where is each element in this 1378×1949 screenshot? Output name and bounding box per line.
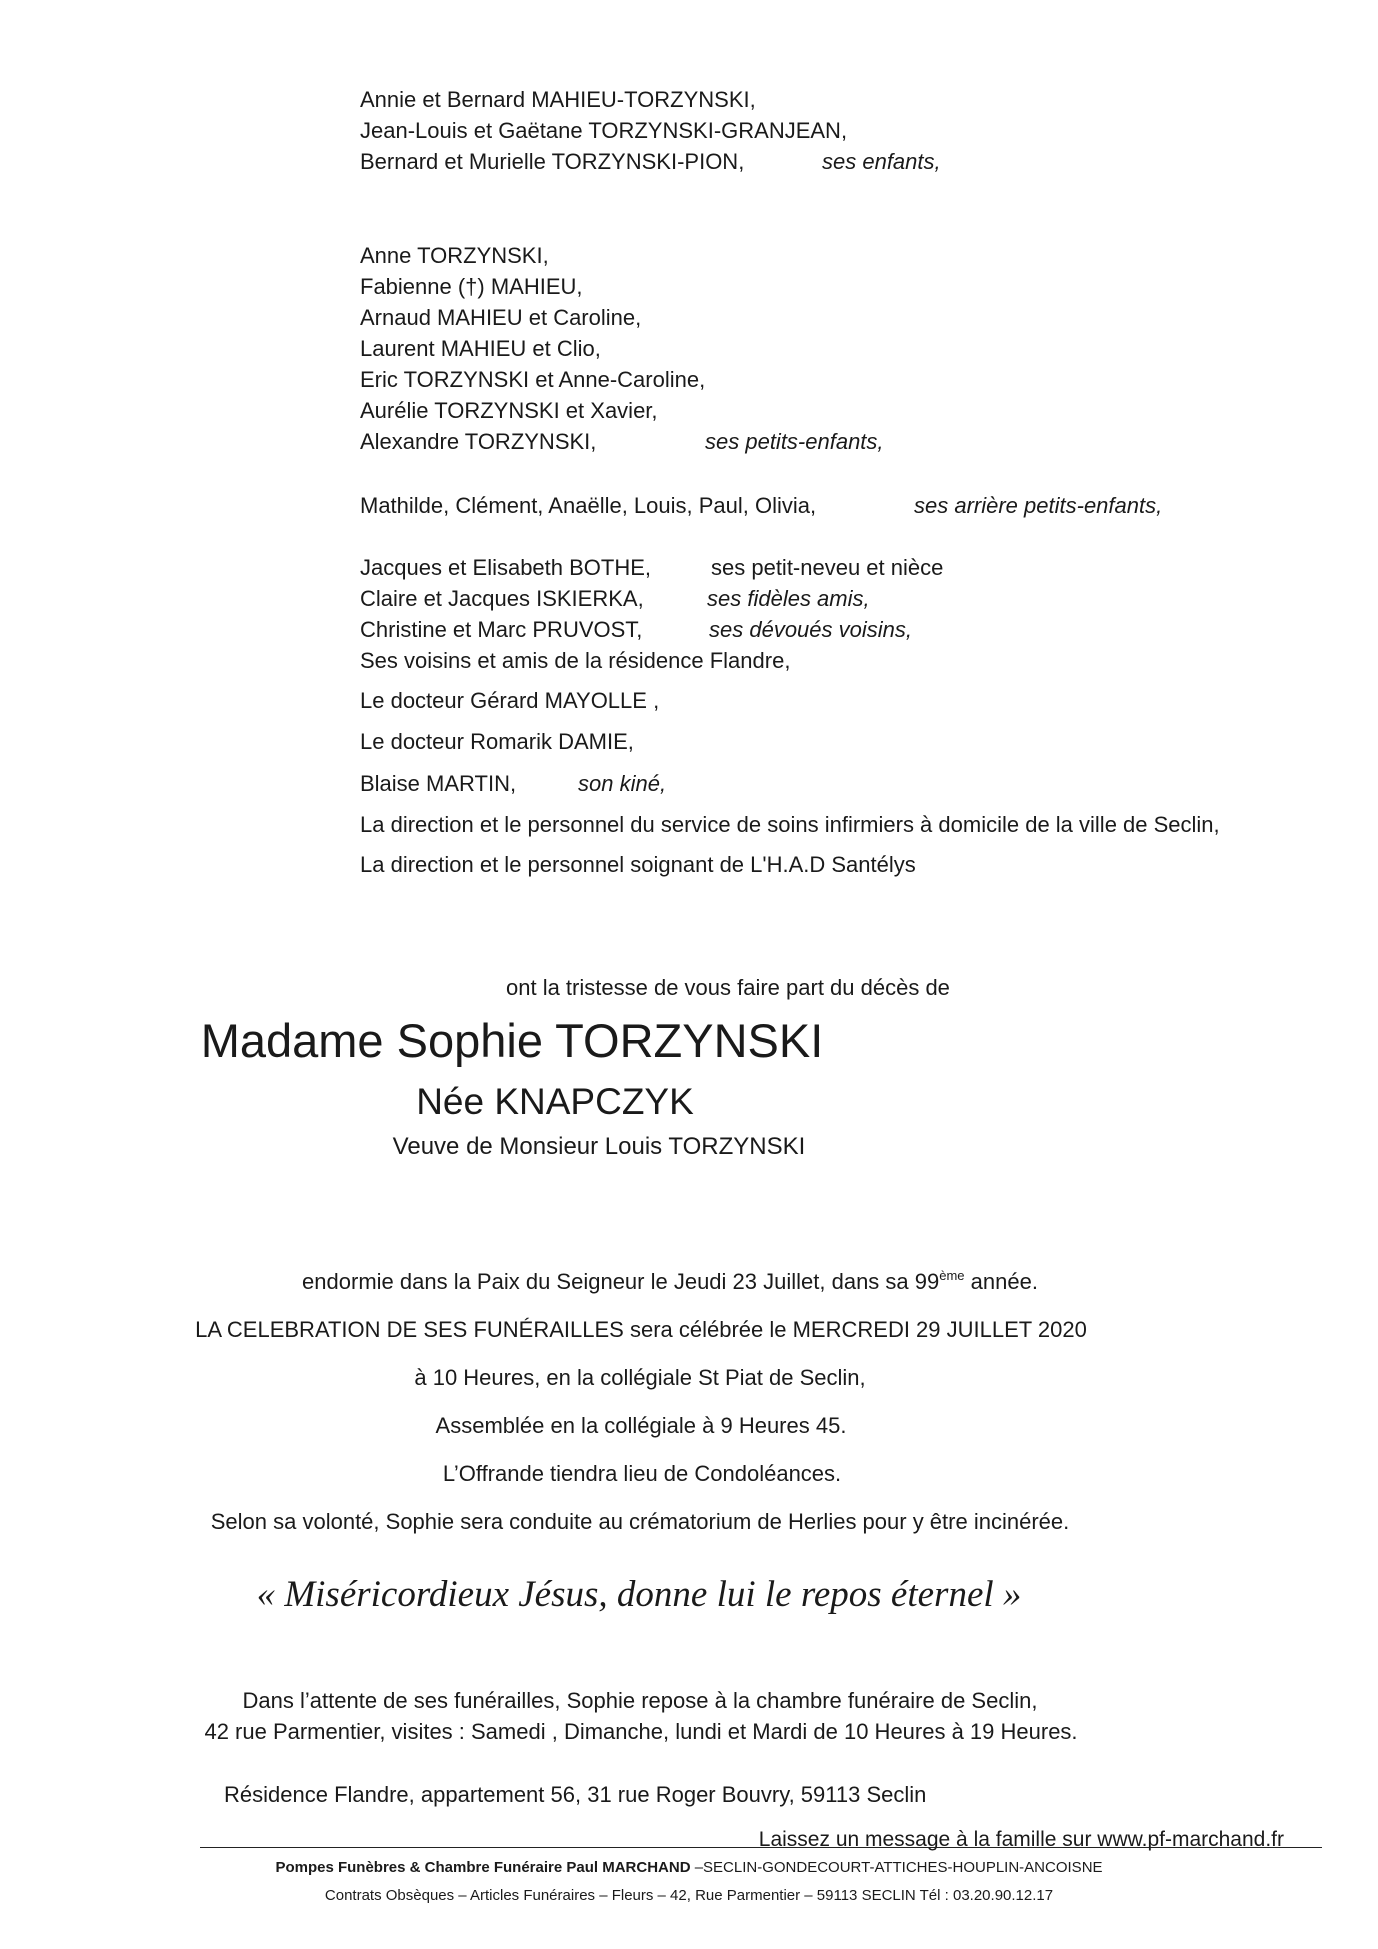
family-line: Bernard et Murielle TORZYNSKI-PION, (360, 149, 745, 174)
home-address: Résidence Flandre, appartement 56, 31 rue Roger Bouvry, 59113 Seclin (224, 1782, 927, 1807)
family-line: Fabienne (†) MAHIEU, (360, 274, 583, 299)
visits-line: 42 rue Parmentier, visites : Samedi , Dimanche, lundi et Mardi de 10 Heures à 19 Heures. (204, 1719, 1078, 1744)
death-line-superscript: ème (939, 1268, 965, 1283)
family-line: Ses voisins et amis de la résidence Flandre, (360, 648, 791, 673)
celebration-line: LA CELEBRATION DE SES FUNÉRAILLES sera célébrée le MERCREDI 29 JUILLET 2020 (195, 1317, 1087, 1342)
family-line: La direction et le personnel soignant de L'H.A.D Santélys (360, 852, 916, 877)
family-line: Aurélie TORZYNSKI et Xavier, (360, 398, 658, 423)
location-line: à 10 Heures, en la collégiale St Piat de Seclin, (414, 1365, 866, 1390)
family-role: ses petits-enfants, (705, 429, 884, 454)
family-role: ses enfants, (822, 149, 941, 174)
cremation-line: Selon sa volonté, Sophie sera conduite au crématorium de Herlies pour y être incinérée. (210, 1509, 1070, 1534)
family-line: Eric TORZYNSKI et Anne-Caroline, (360, 367, 706, 392)
offering-line: L’Offrande tiendra lieu de Condoléances. (442, 1461, 842, 1486)
maiden-name: Née KNAPCZYK (416, 1081, 694, 1122)
footer-towns: –SECLIN-GONDECOURT-ATTICHES-HOUPLIN-ANCOISNE (690, 1859, 1103, 1876)
prayer-quote: « Miséricordieux Jésus, donne lui le repos éternel » (256, 1574, 1022, 1615)
death-line-end: année. (964, 1269, 1038, 1294)
death-line (0, 1269, 1359, 1295)
family-role: ses arrière petits-enfants, (914, 493, 1163, 518)
family-line: Claire et Jacques ISKIERKA, (360, 586, 644, 611)
family-line: Jacques et Elisabeth BOTHE, (360, 555, 652, 580)
rest-line: Dans l’attente de ses funérailles, Sophie repose à la chambre funéraire de Seclin, (242, 1688, 1038, 1713)
family-role: son kiné, (578, 771, 667, 796)
family-line: Le docteur Romarik DAMIE, (360, 729, 634, 754)
family-line: Annie et Bernard MAHIEU-TORZYNSKI, (360, 87, 756, 112)
family-role: ses dévoués voisins, (709, 617, 912, 642)
family-line: Blaise MARTIN, (360, 771, 517, 796)
family-line: Jean-Louis et Gaëtane TORZYNSKI-GRANJEAN, (360, 118, 848, 143)
footer-company (0, 1859, 1378, 1877)
assembly-line: Assemblée en la collégiale à 9 Heures 45. (435, 1413, 847, 1438)
family-line: La direction et le personnel du service de soins infirmiers à domicile de la ville de Seclin, (360, 812, 1220, 837)
family-line: Alexandre TORZYNSKI, (360, 429, 597, 454)
family-line: Anne TORZYNSKI, (360, 243, 549, 268)
footer-divider (200, 1847, 1322, 1848)
family-role: ses petit-neveu et nièce (711, 555, 944, 580)
family-line: Laurent MAHIEU et Clio, (360, 336, 601, 361)
message-line: Laissez un message à la famille sur www.pf-marchand.fr (758, 1828, 1284, 1851)
family-line: Christine et Marc PRUVOST, (360, 617, 643, 642)
family-role: ses fidèles amis, (707, 586, 870, 611)
family-line: Arnaud MAHIEU et Caroline, (360, 305, 642, 330)
footer-services: Contrats Obsèques – Articles Funéraires – Fleurs – 42, Rue Parmentier – 59113 SECLIN Tél : 03.20.90.12.17 (324, 1887, 1054, 1904)
announcement-intro: ont la tristesse de vous faire part du décès de (506, 975, 950, 1000)
family-line: Mathilde, Clément, Anaëlle, Louis, Paul, Olivia, (360, 493, 817, 518)
deceased-name: Madame Sophie TORZYNSKI (200, 1014, 824, 1067)
family-line: Le docteur Gérard MAYOLLE , (360, 688, 660, 713)
widow-line: Veuve de Monsieur Louis TORZYNSKI (392, 1133, 806, 1160)
footer-company-name: Pompes Funèbres & Chambre Funéraire Paul MARCHAND (275, 1859, 691, 1876)
death-line-text: endormie dans la Paix du Seigneur le Jeudi 23 Juillet, dans sa 99 (302, 1269, 940, 1294)
